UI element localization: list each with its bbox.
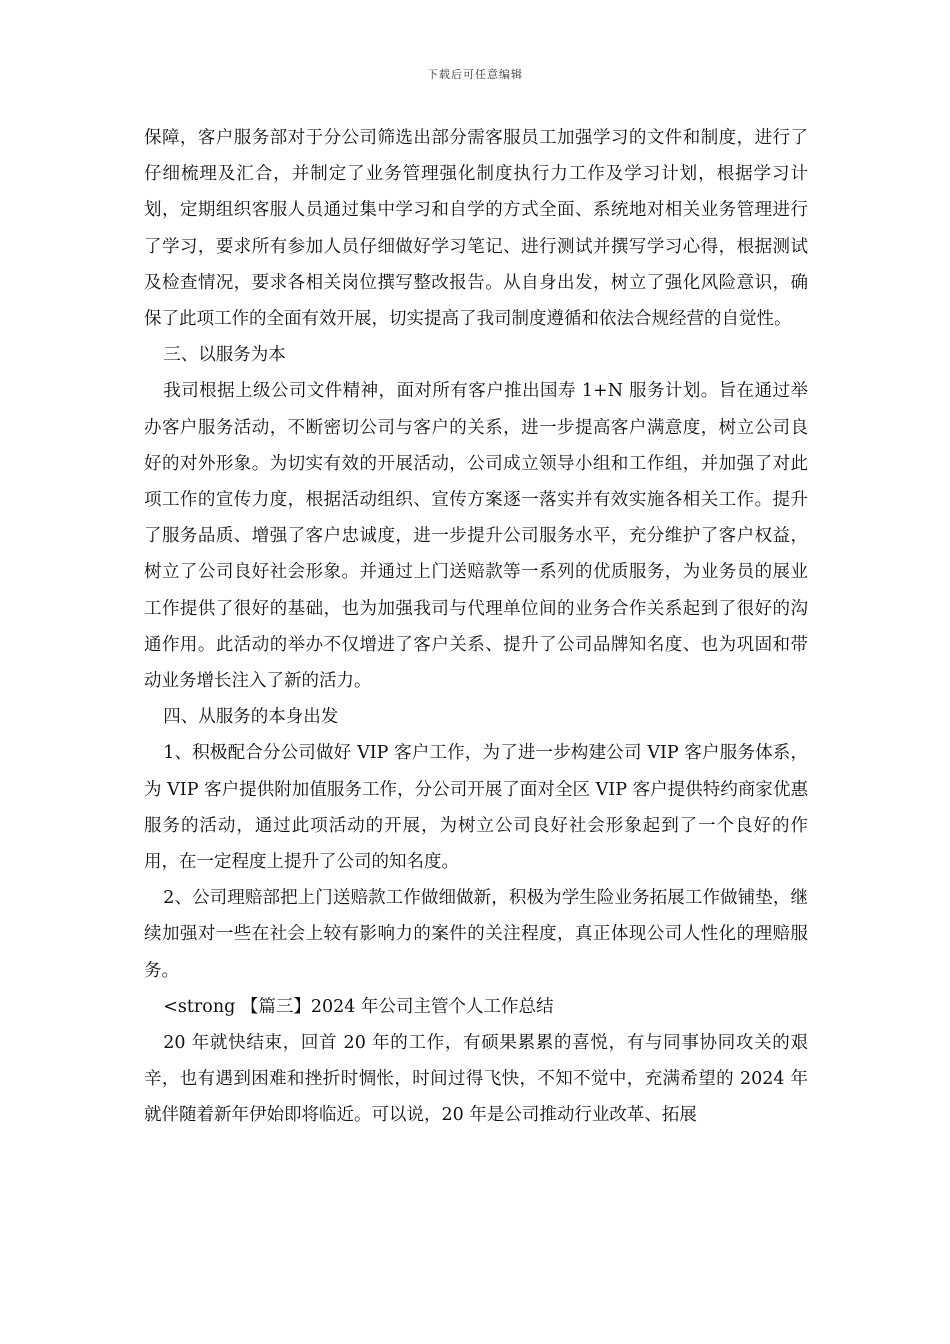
paragraph-year-review: 20 年就快结束，回首 20 年的工作，有硕果累累的喜悦，有与同事协同攻关的艰辛，也有遇到困难和挫折时惆怅，时间过得飞快，不知不觉中，充满希望的 2024 年就伴随着新年伊始即将临近。可以说，20 年是公司推动行业改革、拓展 [144,1033,808,1126]
paragraph-vip-service: 1、积极配合分公司做好 VIP 客户工作，为了进一步构建公司 VIP 客户服务体系，为 VIP 客户提供附加值服务工作，分公司开展了面对全区 VIP 客户提供特约商家优惠服务的活动，通过此项活动的开展，为树立公司良好社会形象起到了一个良好的作用，在一定程度上提升了公司的知名度。 [144,743,808,873]
page-header-note: 下载后可任意编辑 [427,68,523,81]
paragraph-service-plan: 我司根据上级公司文件精神，面对所有客户推出国寿 1+N 服务计划。旨在通过举办客户服务活动，不断密切公司与客户的关系，进一步提高客户满意度，树立公司良好的对外形象。为切实有效的开展活动，公司成立领导小组和工作组，并加强了对此项工作的宣传力度，根据活动组织、宣传方案逐一落实并有效实施各相关工作。提升了服务品质、增强了客户忠诚度，进一步提升公司服务水平，充分维护了客户权益，树立了公司良好社会形象。并通过上门送赔款等一系列的优质服务，为业务员的展业工作提供了很好的基础，也为加强我司与代理单位间的业务合作关系起到了很好的沟通作用。此活动的举办不仅增进了客户关系、提升了公司品牌知名度、也为巩固和带动业务增长注入了新的活力。 [144,381,808,692]
paragraph-claims-service: 2、公司理赔部把上门送赔款工作做细做新，积极为学生险业务拓展工作做铺垫，继续加强对一些在社会上较有影响力的案件的关注程度，真正体现公司人性化的理赔服务。 [144,888,808,981]
document-body [144,120,808,1134]
paragraph-continuation: 保障，客户服务部对于分公司筛选出部分需客服员工加强学习的文件和制度，进行了仔细梳理及汇合，并制定了业务管理强化制度执行力工作及学习计划，根据学习计划，定期组织客服人员通过集中学习和自学的方式全面、系统地对相关业务管理进行了学习，要求所有参加人员仔细做好学习笔记、进行测试并撰写学习心得，根据测试及检查情况，要求各相关岗位撰写整改报告。从自身出发，树立了强化风险意识，确保了此项工作的全面有效开展，切实提高了我司制度遵循和依法合规经营的自觉性。 [144,128,808,330]
section-heading-4: 四、从服务的本身出发 [163,707,339,728]
article-title-part-3: <strong 【篇三】2024 年公司主管个人工作总结 [163,996,554,1017]
section-heading-3: 三、以服务为本 [163,345,286,366]
